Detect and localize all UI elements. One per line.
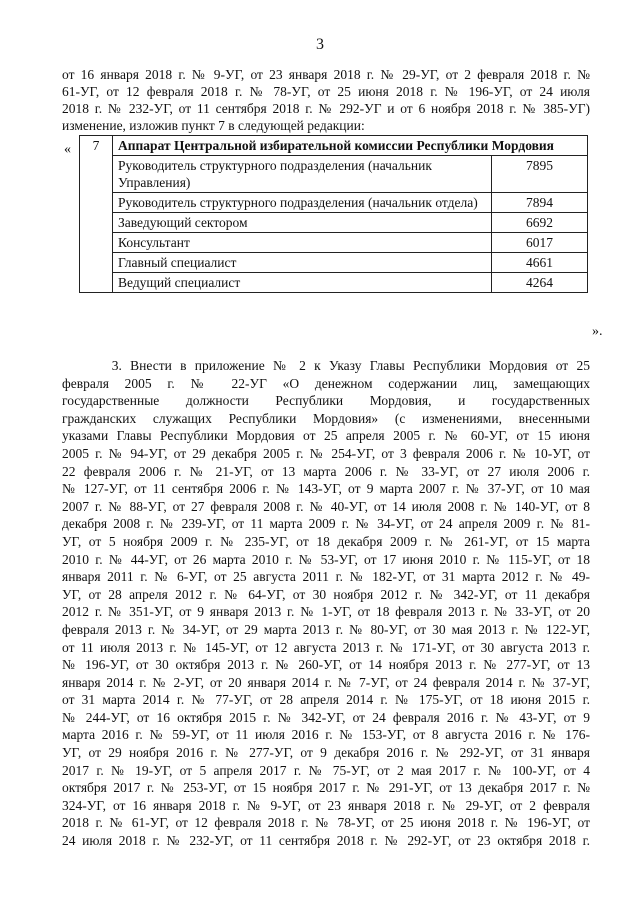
salary-value: 7894: [492, 193, 588, 213]
paragraph-3: [62, 357, 590, 850]
salary-value: 4661: [492, 253, 588, 273]
paragraph-line: от 31 марта 2014 г. № 77-УГ, от 28 апреля 2014 г. № 175-УГ, от 18 июня 2015 г.: [62, 692, 590, 708]
quote-open: «: [64, 142, 71, 157]
position-name: Ведущий специалист: [113, 273, 492, 293]
paragraph-line: 2018 г. № 61-УГ, от 12 февраля 2018 г. № 78-УГ, от 25 июня 2018 г. № 196-УГ, от: [62, 815, 590, 831]
paragraph-line: № 127-УГ, от 11 сентября 2006 г. № 143-УГ, от 9 марта 2007 г. № 37-УГ, от 10 мая: [62, 481, 590, 497]
paragraph-line: января 2011 г. № 6-УГ, от 25 августа 2011 г. № 182-УГ, от 31 марта 2012 г. № 49-: [62, 569, 590, 585]
paragraph-line: февраля 2005 г. № 22-УГ «О денежном содержании лиц, замещающих: [62, 375, 590, 391]
paragraph-line: УГ, от 5 ноября 2009 г. № 235-УГ, от 18 декабря 2009 г. № 261-УГ, от 15 марта: [62, 533, 590, 549]
salary-value: 6017: [492, 233, 588, 253]
salary-value: 4264: [492, 273, 588, 293]
table-row: [80, 156, 588, 193]
paragraph-line: от 11 июля 2013 г. № 145-УГ, от 12 августа 2013 г. № 171-УГ, от 30 августа 2013 г.: [62, 639, 590, 655]
paragraph-line: 2007 г. № 88-УГ, от 27 февраля 2008 г. № 40-УГ, от 14 июля 2008 г. № 140-УГ, от 8: [62, 498, 590, 514]
paragraph-line: 2005 г. № 94-УГ, от 29 декабря 2005 г. № 254-УГ, от 3 февраля 2006 г. № 10-УГ, от: [62, 445, 590, 461]
intro-line: 61-УГ, от 12 февраля 2018 г. № 78-УГ, от 25 июня 2018 г. № 196-УГ, от 24 июля: [62, 84, 590, 99]
paragraph-line: № 196-УГ, от 30 октября 2013 г. № 260-УГ, от 14 ноября 2013 г. № 277-УГ, от 13: [62, 657, 590, 673]
table-row: [80, 253, 588, 273]
paragraph-line: указами Главы Республики Мордовия от 25 апреля 2005 г. № 60-УГ, от 15 июня: [62, 428, 590, 444]
quote-close: ».: [592, 324, 603, 339]
intro-line: изменение, изложив пункт 7 в следующей редакции:: [62, 118, 365, 133]
item-number: 7: [80, 136, 113, 293]
table-row: [80, 233, 588, 253]
intro-line: 2018 г. № 232-УГ, от 11 сентября 2018 г. № 292-УГ и от 6 ноября 2018 г. № 385-УГ): [62, 101, 590, 116]
page-number: 3: [316, 36, 324, 53]
position-name: Консультант: [113, 233, 492, 253]
intro-line: от 16 января 2018 г. № 9-УГ, от 23 января 2018 г. № 29-УГ, от 2 февраля 2018 г. №: [62, 67, 590, 82]
paragraph-line: марта 2016 г. № 59-УГ, от 11 июля 2016 г. № 153-УГ, от 8 августа 2016 г. № 176-: [62, 727, 590, 743]
paragraph-line: № 244-УГ, от 16 октября 2015 г. № 342-УГ, от 24 февраля 2016 г. № 43-УГ, от 9: [62, 709, 590, 725]
paragraph-line: 324-УГ, от 16 января 2018 г. № 9-УГ, от 23 января 2018 г. № 29-УГ, от 2 февраля: [62, 797, 590, 813]
position-name: Руководитель структурного подразделения (начальник отдела): [113, 193, 492, 213]
paragraph-line: УГ, от 28 апреля 2012 г. № 64-УГ, от 30 ноября 2012 г. № 342-УГ, от 11 декабря: [62, 586, 590, 602]
salary-value: 7895: [492, 156, 588, 193]
paragraph-line: 2010 г. № 44-УГ, от 26 марта 2010 г. № 53-УГ, от 17 июня 2010 г. № 115-УГ, от 18: [62, 551, 590, 567]
table-row: [80, 273, 588, 293]
table-row: [80, 193, 588, 213]
paragraph-line: 3. Внести в приложение № 2 к Указу Главы Республики Мордовия от 25: [62, 358, 590, 373]
paragraph-line: января 2014 г. № 2-УГ, от 20 января 2014 г. № 7-УГ, от 24 февраля 2014 г. № 37-УГ,: [62, 674, 590, 690]
table-row: [80, 213, 588, 233]
position-name: Заведующий сектором: [113, 213, 492, 233]
paragraph-line: декабря 2008 г. № 239-УГ, от 11 марта 2009 г. № 34-УГ, от 24 апреля 2009 г. № 81-: [62, 516, 590, 532]
paragraph-line: государственные должности Республики Мордовия, и государственных: [62, 393, 590, 409]
position-name: Главный специалист: [113, 253, 492, 273]
position-name: Руководитель структурного подразделения (начальник Управления): [113, 156, 492, 193]
paragraph-line: УГ, от 29 ноября 2016 г. № 277-УГ, от 9 декабря 2016 г. № 292-УГ, от 31 января: [62, 745, 590, 761]
intro-paragraph: [62, 66, 590, 134]
paragraph-line: октября 2017 г. № 253-УГ, от 15 ноября 2017 г. № 291-УГ, от 13 декабря 2017 г. №: [62, 780, 590, 796]
paragraph-line: 24 июля 2018 г. № 232-УГ, от 11 сентября 2018 г. № 292-УГ, от 23 октября 2018 г.: [62, 833, 590, 849]
paragraph-line: 22 февраля 2006 г. № 21-УГ, от 13 марта 2006 г. № 33-УГ, от 27 июля 2006 г.: [62, 463, 590, 479]
table-row: [80, 136, 588, 156]
paragraph-line: февраля 2013 г. № 34-УГ, от 29 марта 2013 г. № 80-УГ, от 30 мая 2013 г. № 122-УГ,: [62, 621, 590, 637]
paragraph-line: 2012 г. № 351-УГ, от 9 января 2013 г. № 1-УГ, от 18 февраля 2013 г. № 33-УГ, от 20: [62, 604, 590, 620]
org-name: Аппарат Центральной избирательной комиссии Республики Мордовия: [113, 136, 588, 156]
appendix-table: [79, 135, 588, 293]
paragraph-line: 2017 г. № 19-УГ, от 5 апреля 2017 г. № 75-УГ, от 2 мая 2017 г. № 100-УГ, от 4: [62, 762, 590, 778]
salary-value: 6692: [492, 213, 588, 233]
paragraph-line: гражданских служащих Республики Мордовия» (с изменениями, внесенными: [62, 410, 590, 426]
